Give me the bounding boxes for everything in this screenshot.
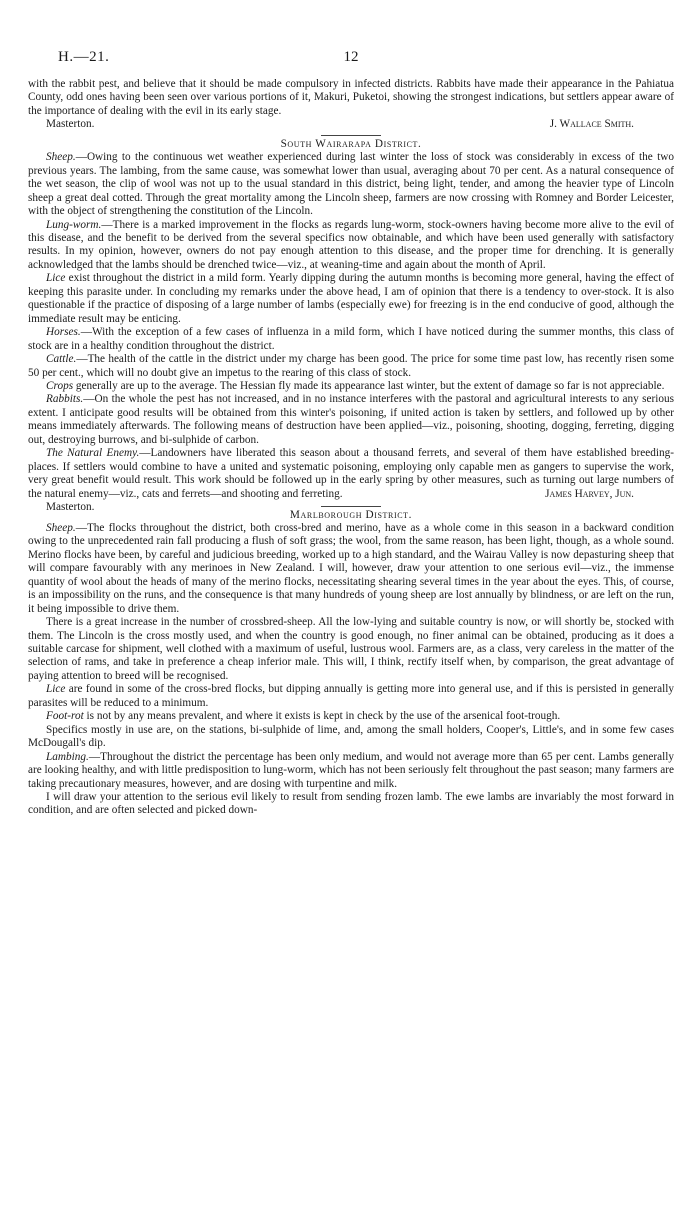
- document-reference: H.—21.: [58, 49, 110, 65]
- document-body: [28, 78, 674, 818]
- body-paragraph: Lice exist throughout the district in a mild form. Yearly dipping during the autumn months is becoming more general, having the effect of keeping this parasite under. In concluding my remarks under the above head, I am of opinion that there is a tendency to over-stock. It is also questionable if the practice of disposing of a large number of lambs (especially ewe) for freezing is in the end conducive of good, although the immediate result may be enticing.: [28, 272, 674, 325]
- body-paragraph: Lambing.—Throughout the district the percentage has been only medium, and would not average more than 65 per cent. Lambs generally are looking healthy, and with little predisposition to lung-worm, which has not been seriously felt throughout the past season; many farmers are taking precautionary measures, however, and are dosing with turpentine and milk.: [28, 750, 674, 790]
- body-paragraph: Sheep.—Owing to the continuous wet weather experienced during last winter the loss of stock was considerably in excess of the two previous years. The lambing, from the same cause, was somewhat lower than usual, averaging about 70 per cent. As a natural consequence of the wet season, the clip of wool was not up to the usual standard in this district, being light, tender, and among the heavier type of Lincoln sheep a great deal cotted. Through the great mortality among the Lincoln sheep, farmers are now crossing with Romney and Border Leicester, with the object of strengthening the constitution of the Lincoln.: [28, 151, 674, 218]
- body-paragraph: Foot-rot is not by any means prevalent, and where it exists is kept in check by the use of the arsenical foot-trough.: [46, 710, 561, 723]
- body-paragraph: Crops generally are up to the average. The Hessian fly made its appearance last winter, but the extent of damage so far is not appreciable.: [46, 379, 665, 392]
- signature: J. Wallace Smith.: [549, 118, 634, 131]
- body-paragraph: The Natural Enemy.—Landowners have liberated this season about a thousand ferrets, and several of them have established breeding-places. If settlers would combine to have a united and systematic poisoning, employing only capable men as gangers to supervise the work, very great benefit would result. This work should be followed up in the early spring by other measures, such as turning out large numbers of the natural enemy—viz., cats and ferrets—and shooting and ferreting. James Harvey, Jun.: [28, 447, 674, 500]
- body-paragraph: There is a great increase in the number of crossbred-sheep. All the low-lying and suitable country is now, or will shortly be, stocked with them. The Lincoln is the cross mostly used, and when the country is good enough, no finer animal can be obtained, producing as it does a suitable carcase for shipment, well clothed with a maximum of useful, lustrous wool. Farmers are, as a class, very careless in the matter of the selection of rams, and take in preference a cheap inferior male. This will, I think, rectify itself when, by comparison, the great advantage of paying attention to breed will be recognised.: [28, 616, 674, 682]
- body-paragraph: Cattle.—The health of the cattle in the district under my charge has been good. The price for some time past low, has recently risen some 50 per cent., which will no doubt give an impetus to the rearing of this class of stock.: [28, 353, 674, 379]
- intro-paragraph: with the rabbit pest, and believe that it should be made compulsory in infected districts. Rabbits have made their appearance in the Pahiatua County, odd ones having been seen over various portions of it, Makuri, Puketoi, showing the strongest indications, but settlers appear aware of the importance of dealing with the evil in its early stage.: [28, 78, 674, 117]
- body-paragraph: Horses.—With the exception of a few cases of influenza in a mild form, which I have noticed during the summer months, this class of stock are in a healthy condition throughout the district.: [28, 326, 674, 352]
- body-paragraph: Lice are found in some of the cross-bred flocks, but dipping annually is getting more into general use, and if this is persisted in generally parasites will be reduced to a minimum.: [28, 683, 674, 709]
- body-paragraph: Rabbits.—On the whole the pest has not increased, and in no instance interferes with the pastoral and agricultural interests to any serious extent. I anticipate good results will be obtained from this winter's poisoning, if united action is taken by settlers, and followed up by other means immediately afterwards. The following means of destruction have been applied—viz., poisoning, shooting, dogging, ferreting, digging out, destroying burrows, and bi-sulphide of carbon.: [28, 393, 674, 446]
- page-header: [28, 0, 674, 72]
- body-paragraph: Specifics mostly in use are, on the stations, bi-sulphide of lime, and, among the small holders, Cooper's, Little's, and in some few cases McDougall's dip.: [28, 723, 674, 750]
- place-line: Masterton.: [46, 501, 95, 514]
- section-heading-marlborough: Marlborough District.: [289, 508, 413, 521]
- body-paragraph: Lung-worm.—There is a marked improvement in the flocks as regards lung-worm, stock-owners having become more alive to the evil of this disease, and the benefit to be derived from the several specifics now obtainable, and which have been used generally with satisfactory results. In my opinion, however, owners do not pay enough attention to this disease, and the proper time for drenching. It is generally acknowledged that the lambs should be drenched twice—viz., at weaning-time and again about the month of April.: [28, 218, 674, 271]
- section-heading-south-wairarapa: South Wairarapa District.: [280, 137, 422, 150]
- body-paragraph: Sheep.—The flocks throughout the district, both cross-bred and merino, have as a whole come in this season in a backward condition owing to the unprecedented rain fall producing a flush of soft grass; the wool, from the same reason, has been light, though, as a whole sound. Merino flocks have been, by careful and judicious breeding, worked up to a high standard, and the Wairau Valley is now depasturing sheep that will compare favourably with any merinoes in New Zealand. I will, however, draw your attention to one serious evil—viz., the immense quantity of wool about the heads of many of the merino flocks, necessitating shearing several times in the year about the eyes. This, of course, is an impossibility on the runs, and the consequence is that many hundreds of young sheep are lost annually by blindness, or are left on the run, it being impossible to drive them.: [28, 521, 674, 615]
- body-paragraph: I will draw your attention to the serious evil likely to result from sending frozen lamb. The ewe lambs are invariably the most forward in condition, and are often selected and picked down-: [28, 791, 674, 817]
- section-divider: [321, 135, 381, 136]
- place-line: Masterton.: [46, 118, 95, 131]
- page-number: 12: [343, 49, 359, 65]
- section-divider: [321, 506, 381, 507]
- intro-signoff: [28, 118, 674, 131]
- signature: James Harvey, Jun.: [545, 487, 634, 500]
